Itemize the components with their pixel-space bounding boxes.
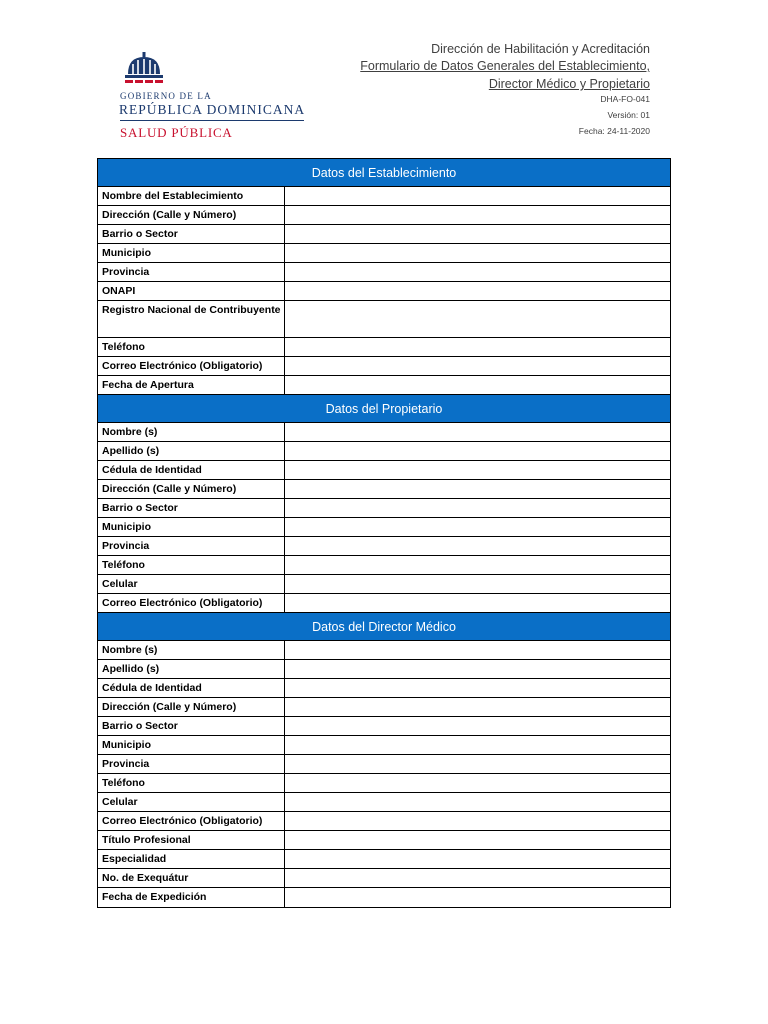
form-row — [98, 556, 670, 575]
form-row — [98, 698, 670, 717]
form-row — [98, 518, 670, 537]
field-value-cell[interactable] — [285, 698, 670, 716]
field-label: Correo Electrónico (Obligatorio) — [98, 357, 285, 375]
field-value-cell[interactable] — [285, 187, 670, 205]
field-value-cell[interactable] — [285, 641, 670, 659]
field-value-cell[interactable] — [285, 461, 670, 479]
logo — [112, 44, 308, 144]
field-label: Dirección (Calle y Número) — [98, 206, 285, 224]
field-value-cell[interactable] — [285, 357, 670, 375]
field-label: Municipio — [98, 518, 285, 536]
field-label: Barrio o Sector — [98, 717, 285, 735]
field-label: Dirección (Calle y Número) — [98, 698, 285, 716]
field-value-cell[interactable] — [285, 206, 670, 224]
field-label: Nombre (s) — [98, 423, 285, 441]
form-row — [98, 575, 670, 594]
form-row — [98, 357, 670, 376]
field-value-cell[interactable] — [285, 575, 670, 593]
field-label: Nombre del Establecimiento — [98, 187, 285, 205]
field-label: Fecha de Apertura — [98, 376, 285, 394]
field-value-cell[interactable] — [285, 850, 670, 868]
field-value-cell[interactable] — [285, 556, 670, 574]
form-row — [98, 679, 670, 698]
section-header: Datos del Director Médico — [98, 613, 670, 641]
field-label: No. de Exequátur — [98, 869, 285, 887]
field-label: Correo Electrónico (Obligatorio) — [98, 812, 285, 830]
field-label: Celular — [98, 575, 285, 593]
form-row — [98, 282, 670, 301]
field-value-cell[interactable] — [285, 717, 670, 735]
form-row — [98, 376, 670, 395]
field-value-cell[interactable] — [285, 244, 670, 262]
field-value-cell[interactable] — [285, 736, 670, 754]
form-row — [98, 888, 670, 907]
field-value-cell[interactable] — [285, 263, 670, 281]
field-value-cell[interactable] — [285, 594, 670, 612]
form-row — [98, 244, 670, 263]
form-row — [98, 301, 670, 338]
section-header: Datos del Establecimiento — [98, 159, 670, 187]
header-title: Dirección de Habilitación y Acreditación — [431, 42, 650, 56]
logo-divider — [120, 120, 304, 121]
field-label: Cédula de Identidad — [98, 461, 285, 479]
field-value-cell[interactable] — [285, 831, 670, 849]
field-value-cell[interactable] — [285, 537, 670, 555]
field-value-cell[interactable] — [285, 376, 670, 394]
field-value-cell[interactable] — [285, 499, 670, 517]
form-row — [98, 755, 670, 774]
form-row — [98, 660, 670, 679]
form-row — [98, 499, 670, 518]
field-label: Provincia — [98, 755, 285, 773]
field-label: Teléfono — [98, 338, 285, 356]
form-row — [98, 812, 670, 831]
field-label: Apellido (s) — [98, 442, 285, 460]
form-row — [98, 774, 670, 793]
field-label: Apellido (s) — [98, 660, 285, 678]
field-label: Celular — [98, 793, 285, 811]
logo-line-gobierno: GOBIERNO DE LA — [120, 91, 212, 101]
form-row — [98, 537, 670, 556]
form-row — [98, 442, 670, 461]
field-label: Fecha de Expedición — [98, 888, 285, 907]
field-label: ONAPI — [98, 282, 285, 300]
field-label: Registro Nacional de Contribuyente — [98, 301, 285, 337]
field-value-cell[interactable] — [285, 869, 670, 887]
field-label: Nombre (s) — [98, 641, 285, 659]
form-row — [98, 850, 670, 869]
form-row — [98, 736, 670, 755]
coat-of-arms-icon — [122, 52, 166, 90]
logo-line-salud: SALUD PÚBLICA — [120, 125, 233, 140]
field-value-cell[interactable] — [285, 338, 670, 356]
field-label: Teléfono — [98, 774, 285, 792]
field-label: Provincia — [98, 537, 285, 555]
field-label: Dirección (Calle y Número) — [98, 480, 285, 498]
field-label: Correo Electrónico (Obligatorio) — [98, 594, 285, 612]
field-value-cell[interactable] — [285, 755, 670, 773]
field-value-cell[interactable] — [285, 679, 670, 697]
field-label: Teléfono — [98, 556, 285, 574]
field-label: Barrio o Sector — [98, 225, 285, 243]
field-value-cell[interactable] — [285, 774, 670, 792]
field-value-cell[interactable] — [285, 480, 670, 498]
field-label: Cédula de Identidad — [98, 679, 285, 697]
form-row — [98, 423, 670, 442]
form-row — [98, 641, 670, 660]
field-label: Título Profesional — [98, 831, 285, 849]
field-value-cell[interactable] — [285, 793, 670, 811]
header-subtitle-line1: Formulario de Datos Generales del Establecimiento, — [360, 59, 650, 73]
field-value-cell[interactable] — [285, 301, 670, 337]
form-row — [98, 187, 670, 206]
form-row — [98, 831, 670, 850]
field-label: Barrio o Sector — [98, 499, 285, 517]
form-row — [98, 225, 670, 244]
form-row — [98, 461, 670, 480]
section-header: Datos del Propietario — [98, 395, 670, 423]
form-row — [98, 338, 670, 357]
field-value-cell[interactable] — [285, 812, 670, 830]
form-row — [98, 480, 670, 499]
document-code: DHA-FO-041 — [600, 94, 650, 104]
form-row — [98, 793, 670, 812]
form-row — [98, 594, 670, 613]
data-form-table — [97, 158, 671, 908]
field-value-cell[interactable] — [285, 518, 670, 536]
form-row — [98, 206, 670, 225]
field-label: Especialidad — [98, 850, 285, 868]
field-label: Municipio — [98, 244, 285, 262]
logo-line-republica: REPÚBLICA DOMINICANA — [119, 102, 306, 117]
form-row — [98, 869, 670, 888]
form-row — [98, 717, 670, 736]
document-version: Versión: 01 — [607, 110, 650, 120]
field-label: Provincia — [98, 263, 285, 281]
field-value-cell[interactable] — [285, 225, 670, 243]
form-row — [98, 263, 670, 282]
header-subtitle-line2: Director Médico y Propietario — [488, 77, 650, 91]
field-value-cell[interactable] — [285, 442, 670, 460]
field-value-cell[interactable] — [285, 282, 670, 300]
field-label: Municipio — [98, 736, 285, 754]
field-value-cell[interactable] — [285, 423, 670, 441]
field-value-cell[interactable] — [285, 888, 670, 907]
document-date: Fecha: 24-11-2020 — [578, 126, 650, 136]
field-value-cell[interactable] — [285, 660, 670, 678]
